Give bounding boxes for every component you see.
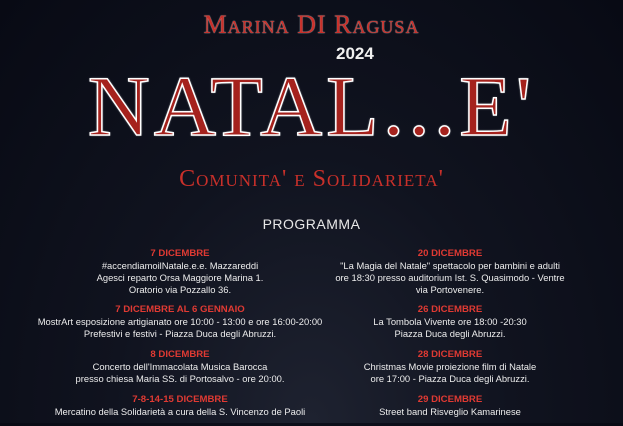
event-line: "La Magia del Natale" spettacolo per bambini e adulti [340,260,560,271]
event-line: presso chiesa Maria SS. di Portosalvo - ore 20:00. [75,372,285,384]
program-heading: PROGRAMMA [262,216,361,232]
event-line: Prefestivi e festivi - Piazza Duca degli Abruzzi. [83,328,277,340]
event-item [300,394,600,418]
event-title: NATAL...E' [87,58,536,154]
event-item [30,349,330,385]
event-line: #accendiamoilNatale.e.e. Mazzareddi [101,260,259,271]
event-date: 20 DICEMBRE [417,248,483,259]
event-item [300,248,600,295]
event-item [300,349,600,385]
event-date: 28 DICEMBRE [417,348,483,360]
place-name: Marina DI Ragusa [203,10,420,39]
event-date: 29 DICEMBRE [417,393,483,405]
event-date: 8 DICEMBRE [150,348,210,360]
event-line: via Portovenere. [415,283,485,295]
right-program-column [300,248,600,426]
event-date: 26 DICEMBRE [417,304,483,316]
event-item [30,248,330,295]
event-line: Oratorio via Pozzallo 36. [128,283,232,295]
event-line: MostrArt esposizione artigianato ore 10:00 - 13:00 e ore 16:00-20:00 [37,316,323,328]
event-subtitle: Comunita' e Solidarieta' [179,166,444,192]
event-date: 7 DICEMBRE AL 6 GENNAIO [115,304,245,316]
event-line: Piazza Duca degli Abruzzi. [394,328,506,340]
event-item [300,304,600,340]
event-line: Mercatino della Solidarietà a cura della S. Vincenzo de Paoli [54,405,306,417]
event-line: La Tombola Vivente ore 18:00 -20:30 [373,316,527,328]
event-date: 7-8-14-15 DICEMBRE [132,393,228,405]
left-program-column [30,248,330,426]
event-line: Agesci reparto Orsa Maggiore Marina 1. [96,271,264,283]
event-line: Christmas Movie proiezione film di Natale [363,360,537,372]
event-item [30,394,330,418]
event-line: ore 17:00 - Piazza Duca degli Abruzzi. [370,372,530,384]
event-line: Concerto dell'Immacolata Musica Barocca [92,360,268,372]
event-date: 7 DICEMBRE [150,248,210,259]
event-line: ore 18:30 presso auditorium Ist. S. Quasimodo - Ventre [335,271,565,283]
year: 2024 [336,44,374,63]
event-line: Street band Risveglio Kamarinese [379,405,521,417]
event-item [30,304,330,340]
